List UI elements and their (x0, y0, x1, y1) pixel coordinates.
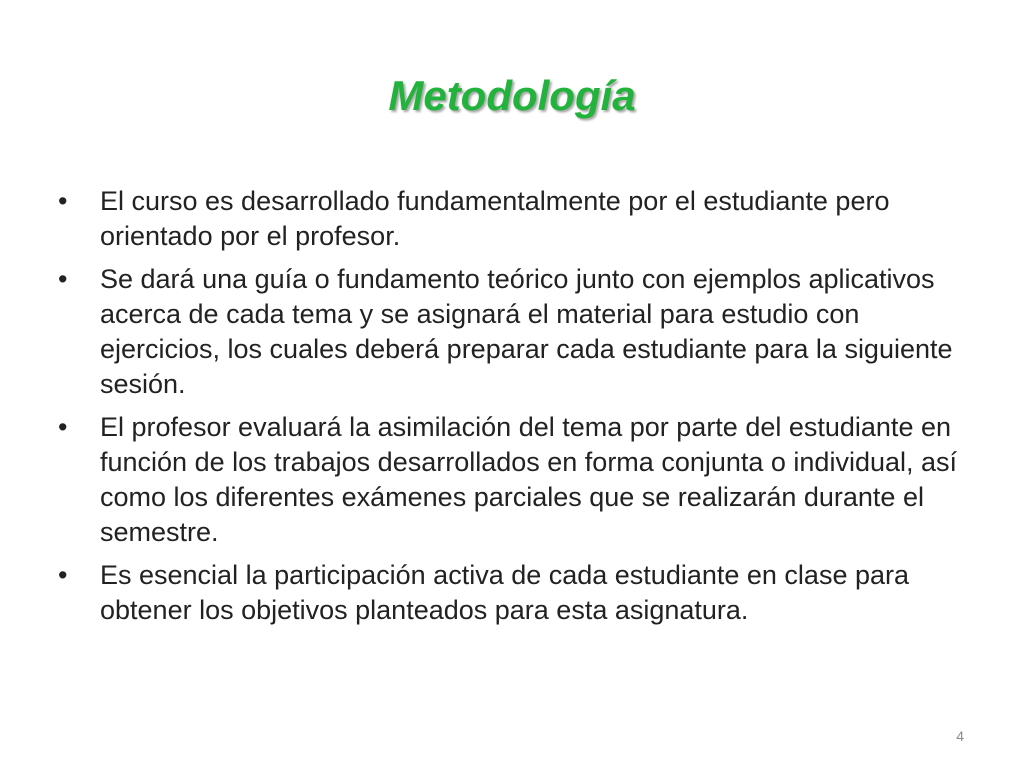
bullet-marker: • (58, 264, 68, 294)
bullet-text: Se dará una guía o fundamento teórico junto con ejemplos aplicativos acerca de cada tema y se asignará el material para estudio con ejercicios, los cuales deberá preparar cada estudiante para la siguiente sesión. (100, 264, 953, 399)
bullet-item (58, 262, 958, 402)
bullet-list (58, 184, 958, 636)
bullet-item (58, 558, 958, 628)
bullet-text: El profesor evaluará la asimilación del tema por parte del estudiante en función de los trabajos desarrollados en forma conjunta o individual, así como los diferentes exámenes parciales que se realizarán durante el semestre. (100, 412, 958, 547)
bullet-marker: • (58, 560, 68, 590)
bullet-item (58, 410, 958, 550)
bullet-marker: • (58, 412, 68, 442)
bullet-text: El curso es desarrollado fundamentalmente por el estudiante pero orientado por el profesor. (100, 186, 890, 251)
bullet-item (58, 184, 958, 254)
bullet-text: Es esencial la participación activa de cada estudiante en clase para obtener los objetivos planteados para esta asignatura. (100, 560, 909, 625)
slide-number: 4 (956, 728, 964, 744)
slide-title: Metodología (388, 72, 636, 119)
bullet-marker: • (58, 186, 68, 216)
